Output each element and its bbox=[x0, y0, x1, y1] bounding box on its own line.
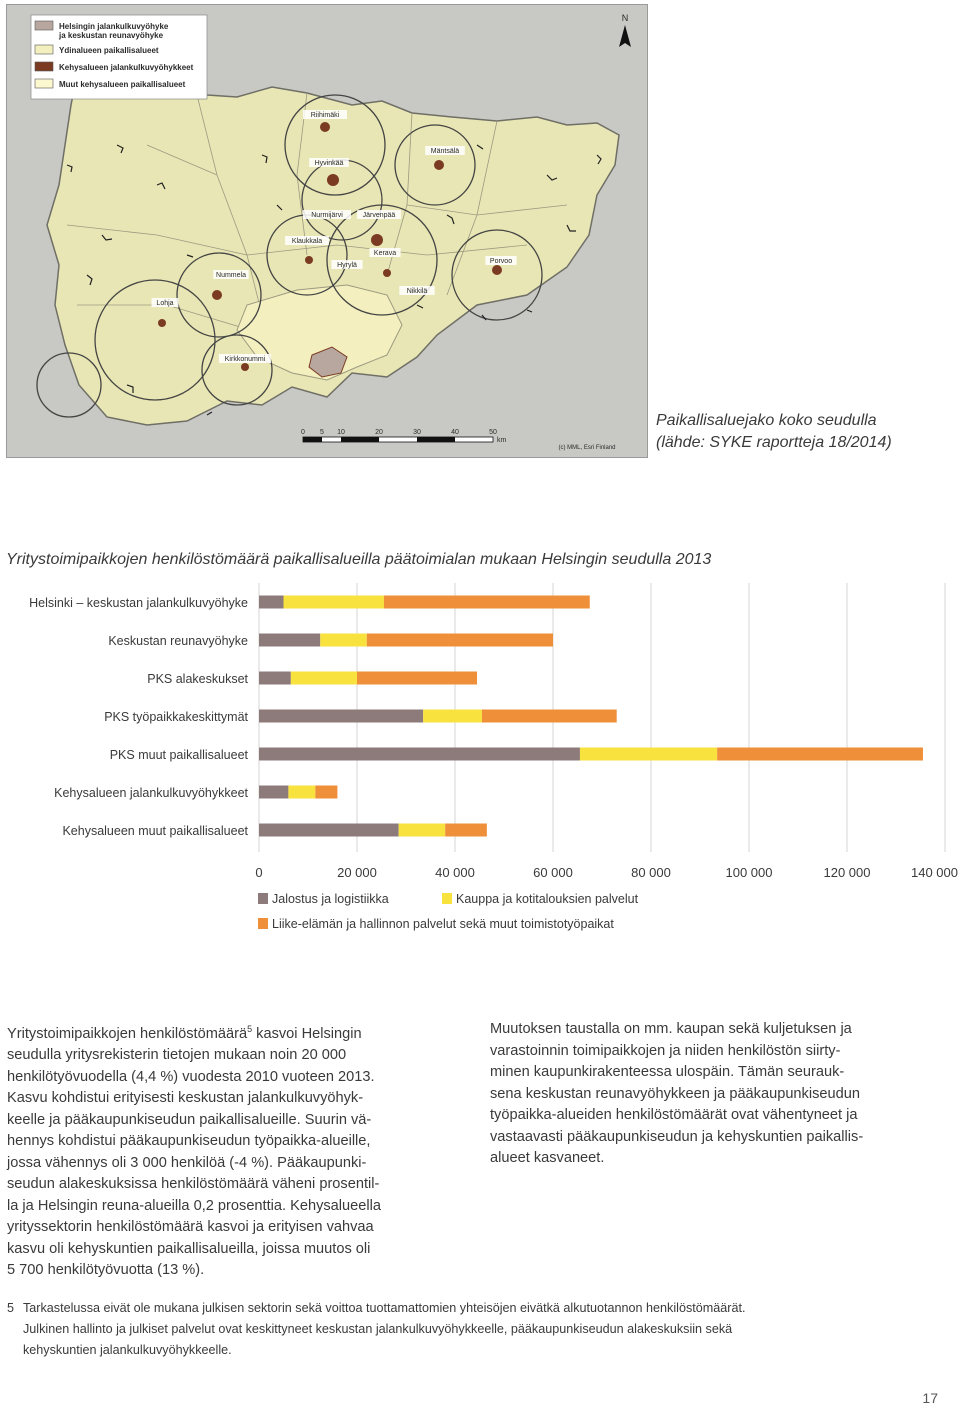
footnote-number: 5 bbox=[7, 1301, 15, 1315]
map-place-3: Hyvinkää bbox=[314, 160, 344, 167]
map-legend-swatch-1 bbox=[35, 21, 53, 30]
body-right-line-3: minen kaupunkirakenteessa ulospäin. Tämän seurauk- bbox=[490, 1064, 845, 1080]
map-caption-line-2: (lähde: SYKE raportteja 18/2014) bbox=[656, 434, 892, 451]
x-tick-label-5: 80 000 bbox=[631, 865, 671, 880]
body-left-rest bbox=[7, 1045, 381, 1282]
map-legend-label-4-1: Muut kehysalueen paikallisalueet bbox=[59, 80, 186, 89]
body-left-line-7: jossa vähennys oli 3 000 henkilöä (-4 %). Pääkaupunki- bbox=[7, 1154, 367, 1171]
map-place-7: Kerava bbox=[373, 250, 397, 257]
map-place-11: Nikkilä bbox=[406, 288, 428, 295]
chart-x-tick-labels bbox=[255, 865, 958, 880]
x-tick-label-1: 0 bbox=[255, 865, 263, 880]
body-left-line-6: hennys kohdistui pääkaupunkiseudun työpaikka-alueille, bbox=[7, 1133, 371, 1150]
footnote bbox=[7, 1298, 746, 1361]
body-right-line-5: työpaikka-alueiden henkilöstömäärät ovat vähentyneet ja bbox=[490, 1107, 858, 1123]
bar-2-series-1 bbox=[259, 634, 320, 647]
legend-label-1: Jalostus ja logistiikka bbox=[272, 892, 389, 906]
body-left-line-8: seudun alakeskuksissa henkilöstömäärä väheni prosentil- bbox=[7, 1176, 380, 1193]
body-right-line-1: Muutoksen taustalla on mm. kaupan sekä kuljetuksen ja bbox=[490, 1021, 852, 1037]
bar-5-series-3 bbox=[717, 748, 923, 761]
bar-1-series-3 bbox=[384, 596, 590, 609]
bar-6-series-3 bbox=[315, 786, 337, 799]
footnote-ref: 5 bbox=[247, 1024, 253, 1034]
page-number: 17 bbox=[922, 1390, 938, 1406]
x-tick-label-4: 60 000 bbox=[533, 865, 573, 880]
map-caption bbox=[656, 410, 956, 454]
body-left-line-9: la ja Helsingin reuna-alueilla 0,2 prosenttia. Kehysalueella bbox=[7, 1197, 381, 1214]
scale-unit: km bbox=[497, 437, 507, 444]
chart-category-labels bbox=[29, 596, 248, 838]
body-column-left bbox=[7, 1019, 381, 1282]
map-place-13: Kirkkonummi bbox=[224, 356, 266, 363]
bar-4-series-3 bbox=[482, 710, 617, 723]
bar-1-series-1 bbox=[259, 596, 284, 609]
map-place-10: Nummela bbox=[216, 272, 246, 279]
map-legend-label-1-2: ja keskustan reunavyöhyke bbox=[59, 31, 164, 40]
category-label-2: Keskustan reunavyöhyke bbox=[108, 634, 248, 648]
legend-swatch-3 bbox=[258, 918, 268, 929]
bar-3-series-3 bbox=[357, 672, 477, 685]
category-label-1: Helsinki – keskustan jalankulkuvyöhyke bbox=[29, 596, 248, 610]
scale-tick-6: 40 bbox=[451, 429, 459, 436]
x-tick-label-8: 140 000 bbox=[911, 865, 958, 880]
body-right-line-4: sena keskustan reunavyöhykkeen ja pääkaupunkiseudun bbox=[490, 1085, 860, 1102]
map-legend-label-3-1: Kehysalueen jalankulkuvyöhykkeet bbox=[59, 63, 194, 72]
category-label-7: Kehysalueen muut paikallisalueet bbox=[62, 824, 248, 838]
body-left-line-1-end: kasvoi Helsingin bbox=[252, 1025, 362, 1042]
body-right-line-2: varastoinnin toimipaikkojen ja niiden henkilöstön siirty- bbox=[490, 1042, 841, 1059]
bar-5-series-1 bbox=[259, 748, 580, 761]
footnote-line-3: kehyskuntien jalankulkuvyöhykkeelle. bbox=[23, 1343, 232, 1357]
chart-title: Yritystoimipaikkojen henkilöstömäärä paikallisalueilla päätoimialan mukaan Helsingin seudulla 2013 bbox=[6, 551, 712, 568]
x-tick-label-7: 120 000 bbox=[823, 865, 871, 880]
x-tick-label-6: 100 000 bbox=[725, 865, 773, 880]
x-tick-label-3: 40 000 bbox=[435, 865, 475, 880]
legend-label-3: Liike-elämän ja hallinnon palvelut sekä muut toimistotyöpaikat bbox=[272, 917, 614, 931]
legend-swatch-1 bbox=[258, 893, 268, 904]
map-place-6: Klaukkala bbox=[291, 238, 323, 245]
bar-5-series-2 bbox=[580, 748, 717, 761]
region-map bbox=[6, 4, 648, 458]
chart-canvas bbox=[0, 575, 960, 955]
bar-6-series-2 bbox=[288, 786, 315, 799]
category-label-6: Kehysalueen jalankulkuvyöhykkeet bbox=[54, 786, 248, 800]
bar-2-series-3 bbox=[367, 634, 553, 647]
map-legend-swatch-3 bbox=[35, 62, 53, 71]
body-left-line-5: keelle ja pääkaupunkiseudun paikallisalueille. Suurin vä- bbox=[7, 1111, 372, 1128]
legend-label-2: Kauppa ja kotitalouksien palvelut bbox=[456, 892, 639, 906]
bar-3-series-1 bbox=[259, 672, 291, 685]
category-label-3: PKS alakeskukset bbox=[147, 672, 248, 686]
body-column-right bbox=[490, 1019, 863, 1170]
map-place-5: Järvenpää bbox=[362, 212, 396, 219]
north-label: N bbox=[621, 13, 629, 23]
map-legend-label-1-1: Helsingin jalankulkuvyöhyke bbox=[59, 22, 169, 31]
stacked-bar-chart bbox=[0, 575, 960, 955]
category-label-4: PKS työpaikkakeskittymät bbox=[104, 710, 248, 724]
scale-tick-3: 10 bbox=[337, 429, 345, 436]
scale-tick-2: 5 bbox=[320, 429, 324, 436]
map-legend-swatch-2 bbox=[35, 45, 53, 54]
scale-bar-frame bbox=[303, 437, 493, 442]
bar-3-series-2 bbox=[291, 672, 357, 685]
body-left-line-1-start: Yritystoimipaikkojen henkilöstömäärä bbox=[7, 1025, 248, 1042]
body-left-line-1 bbox=[7, 1019, 381, 1045]
scale-bar-segment-5 bbox=[417, 437, 455, 442]
chart-bars bbox=[259, 596, 923, 837]
map-legend-swatch-4 bbox=[35, 79, 53, 88]
legend-swatch-2 bbox=[442, 893, 452, 904]
bar-7-series-2 bbox=[399, 824, 446, 837]
scale-bar-segment-3 bbox=[341, 437, 379, 442]
map-place-2: Mäntsälä bbox=[430, 148, 460, 155]
scale-tick-1: 0 bbox=[301, 429, 305, 436]
bar-6-series-1 bbox=[259, 786, 288, 799]
body-left-line-2: seudulla yritysrekisterin tietojen mukaan noin 20 000 bbox=[7, 1047, 347, 1064]
map-place-9: Hyrylä bbox=[337, 262, 357, 269]
bar-2-series-2 bbox=[320, 634, 367, 647]
body-right-line-7: alueet kasvaneet. bbox=[490, 1150, 605, 1166]
footnote-line-2: Julkinen hallinto ja julkiset palvelut ovat keskittyneet keskustan jalankulkuvyöhykkeelle, pääkaupunkiseudun alakeskuksiin sekä bbox=[23, 1322, 733, 1336]
category-label-5: PKS muut paikallisalueet bbox=[109, 748, 248, 762]
bar-4-series-1 bbox=[259, 710, 423, 723]
map-legend-label-2-1: Ydinalueen paikallisalueet bbox=[59, 46, 159, 55]
scale-tick-5: 30 bbox=[413, 429, 421, 436]
map-canvas bbox=[7, 5, 647, 457]
bar-1-series-2 bbox=[284, 596, 384, 609]
bar-7-series-3 bbox=[445, 824, 487, 837]
map-copyright: (c) MML, Esri Finland bbox=[558, 445, 616, 451]
body-left-line-4: Kasvu kohdistui erityisesti keskustan jalankulkuvyöhyk- bbox=[7, 1090, 364, 1107]
footnote-line-1: Tarkastelussa eivät ole mukana julkisen sektorin sekä voittoa tuottamattomien yhteisöjen eivätkä alkutuotannon henkilöstömäärät. bbox=[23, 1301, 746, 1315]
scale-tick-7: 50 bbox=[489, 429, 497, 436]
map-caption-line-1: Paikallisaluejako koko seudulla bbox=[656, 412, 877, 429]
body-left-line-12: 5 700 henkilötyövuotta (13 %). bbox=[7, 1262, 205, 1279]
scale-bar-segment-1 bbox=[303, 437, 322, 442]
bar-7-series-1 bbox=[259, 824, 399, 837]
chart-legend bbox=[258, 892, 639, 931]
map-place-8: Porvoo bbox=[489, 258, 513, 265]
body-left-line-11: kasvu oli kehyskuntien paikallisalueilla, joissa muutos oli bbox=[7, 1240, 371, 1257]
bar-4-series-2 bbox=[423, 710, 482, 723]
footnote-lines bbox=[23, 1298, 745, 1361]
body-right-line-6: vastaavasti pääkaupunkiseudun ja kehyskuntien paikallis- bbox=[490, 1128, 864, 1145]
map-place-1: Riihimäki bbox=[310, 112, 340, 119]
x-tick-label-2: 20 000 bbox=[337, 865, 377, 880]
scale-tick-4: 20 bbox=[375, 429, 383, 436]
body-left-line-3: henkilötyövuodella (4,4 %) vuodesta 2010 vuoteen 2013. bbox=[7, 1068, 375, 1085]
map-place-4: Nurmijärvi bbox=[311, 212, 343, 219]
map-place-12: Lohja bbox=[156, 300, 174, 307]
body-left-line-10: yrityssektorin henkilöstömäärä kasvoi ja erityisen vahvaa bbox=[7, 1219, 374, 1236]
